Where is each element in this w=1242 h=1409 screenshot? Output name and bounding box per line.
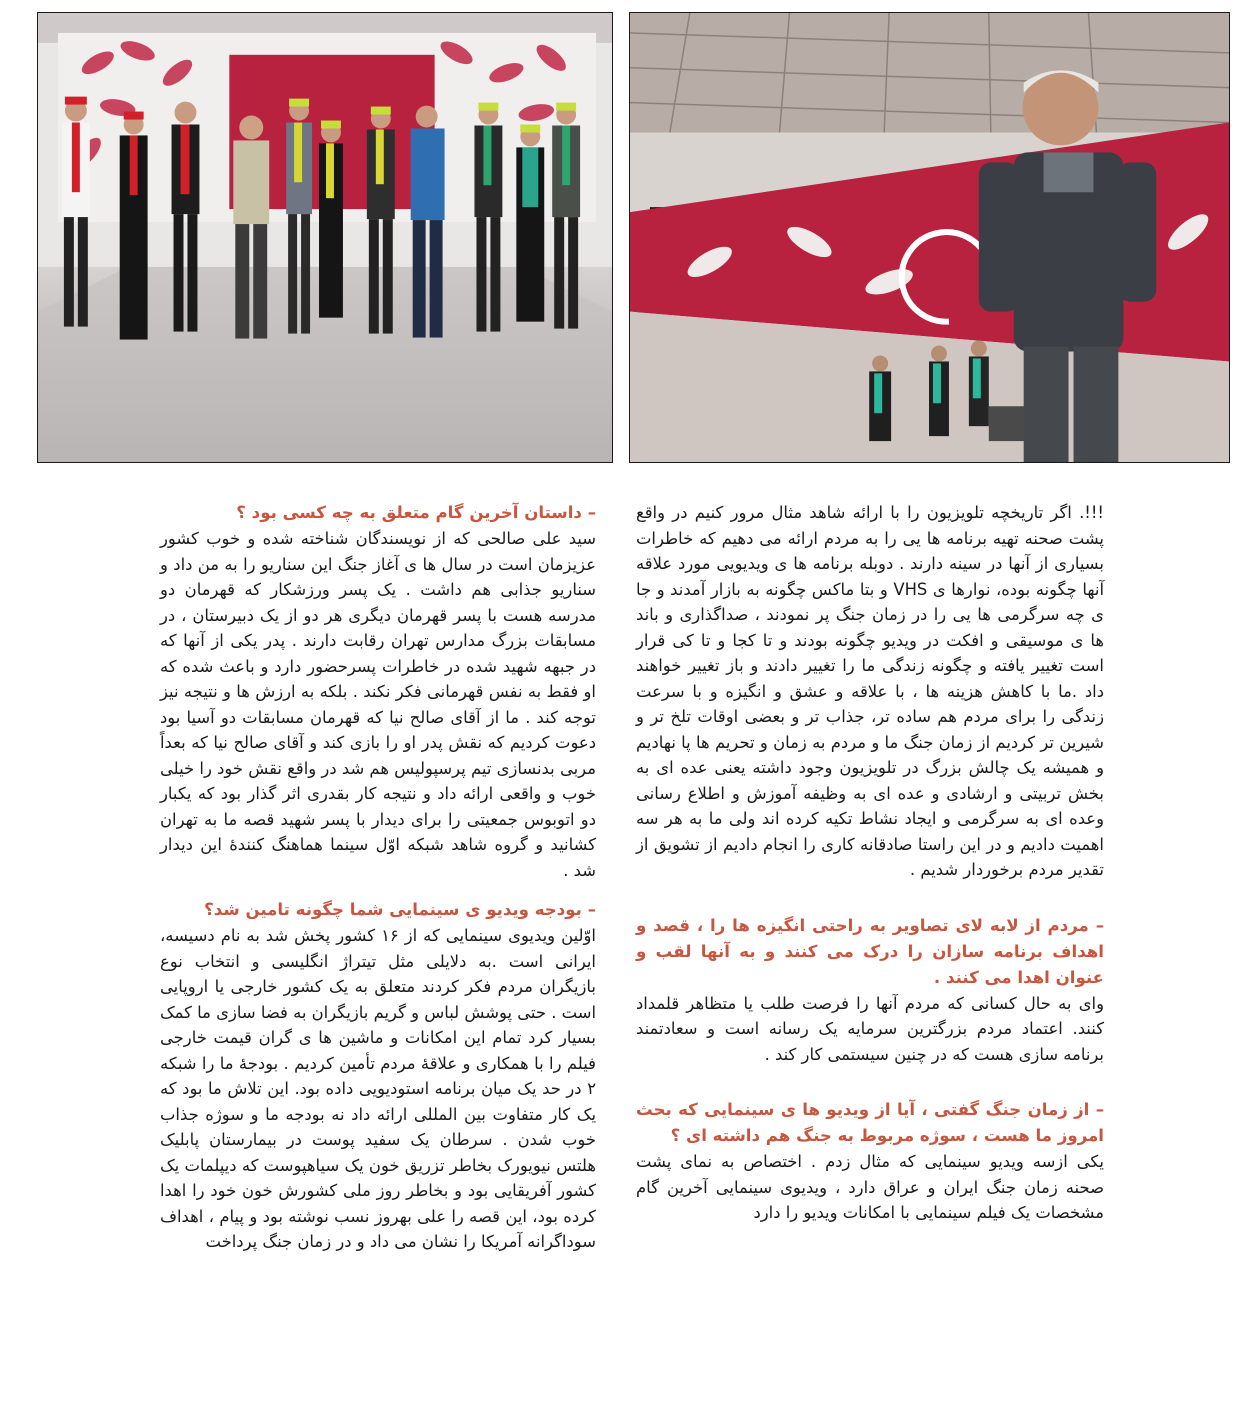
group-photo xyxy=(37,12,613,463)
studio-photo-icon xyxy=(630,13,1229,462)
answer-paragraph-budget: اوّلین ویدیوی سینمایی که از ۱۶ کشور پخش شد به نام دسیسه، ایرانی است .به دلایلی مثل تیتراژ انگلیسی و انتخاب نوع بازیگران مردم فکر کردند متعلق به یک کشور خارجی یا اروپایی است . حتی پوشش لباس و گریم بازیگران به فضا سازی ما کمک بسیار کرد تمام این امکانات و ماشین ها ی گران قیمت خارجی فیلم را با همکاری و علاقهٔ مردم تأمین کردیم . بودجهٔ ما را شبکه ۲ در حد یک میان برنامه استودیویی داده بود. این تلاش ما بود که یک کار متفاوت بین المللی ارائه داد نه بودجه ما و سوژه جذاب خوب شدن . سرطان یک سفید پوست در بیمارستان پابلیک هلتس نیویورک بخاطر تزریق خون یک سیاهپوست که دیپلمات یک کشور آفریقایی بود و بخاطر روز ملی کشورش خون خود را اهدا کرده بود، این قصه را علی بهروز نسب نوشته بود و پیام ، اهداف سوداگرانه آمریکا را نشان می داد و در زمان جنگ پرداخت xyxy=(160,926,596,1251)
answer-paragraph-story: سید علی صالحی که از نویسندگان شناخته شده و خوب کشور عزیزمان است در سال ها ی آغاز جنگ این سناریو را به من داد و سناریو جذابی هم داشت . یک پسر ورزشکار که قهرمان دو مدرسه هست با پسر قهرمان دیگری هر دو از یک دبیرستان ، در مسابقات بزرگ مدارس تهران رقابت دارند . پدر یکی از آنها که در جبهه شهید شده در خاطرات پسرحضور دارد و باعث شده که او فقط به نفس قهرمانی فکر نکند . بلکه به ارزش ها و نتیجه نیز توجه کند . ما از آقای صالح نیا که قهرمان مسابقات دو آسیا بود دعوت کردیم که نقش پدر او را بازی کند و آقای صالح نیا که بعداً مربی بدنسازی تیم پرسپولیس هم شد در واقع نقش خود را خیلی خوب و واقعی ارائه داد و نتیجه کار بقدری اثر گذار بود که یکبار دو اتوبوس جمعیتی را برای دیدار با پسر شهید قصه ما به تهران کشانید و گروه شاهد شبکه اوّل سینما هماهنگ کنندهٔ این دیدار شد . xyxy=(160,529,596,880)
answer-paragraph-trust: وای به حال کسانی که مردم آنها را فرصت طلب یا متظاهر قلمداد کنند. اعتماد مردم بزرگترین سرمایه یک رسانه است و سعادتمند برنامه سازی هست که در چنین سیستمی کار کند . xyxy=(636,993,1104,1064)
question-heading-story: – داستان آخرین گام متعلق به چه کسی بود ؟ xyxy=(236,503,596,522)
question-heading-motives: – مردم از لابه لای تصاویر به راحتی انگیزه ها را ، قصد و اهداف برنامه سازان را درک می کنند و به آنها لقب و عنوان اهدا می کنند . xyxy=(636,915,1104,987)
intro-paragraph: !!!. اگر تاریخچه تلویزیون را با ارائه شاهد مثال مرور کنیم در واقع پشت صحنه تهیه برنامه ها یی را به مردم ارائه می دهیم که خاطرات بسیاری از آنها در سینه دارند . دوبله برنامه ها ی ویدیویی مورد علاقه آنها چگونه بوده، نوارها ی VHS و بتا ماکس چگونه به بازار آمدند و جا ی چه سرگرمی ها یی را در زمان جنگ پر نمودند ، صداگذاری و باند ها ی موسیقی و افکت در ویدیو چگونه بودند و تا کجا و تا کی قرار است تغییر یافته و چگونه زندگی ما را تغییر دادند و باز تغییر خواهند داد .ما با کاهش هزینه ها ، با علاقه و عشق و انگیزه و با سرعت زندگی را برای مردم هم ساده تر، جذاب تر و بعضی اوقات تلخ تر و شیرین تر کردیم از زمان جنگ ما و مردم به زمان و تحریم ها پا نهادیم و همیشه یک چالش بزرگ در تلویزیون وجود داشته یعنی عده ای به بخش تربیتی و ارشادی و عده ای به وظیفه آموزش و اطلاع رسانی وعده ای به سرگرمی و ایجاد نشاط تکیه کرده اند ولی ما به هر سه اهمیت دادیم و در این راستا صادقانه کاری را انجام دادیم از تشویق از تقدیر مردم برخوردار شدیم . xyxy=(636,503,1104,879)
question-heading-budget: – بودجه ویدیو ی سینمایی شما چگونه تامین شد؟ xyxy=(204,900,596,919)
article-column-left xyxy=(160,500,596,1255)
article-column-right xyxy=(636,500,1104,1226)
question-heading-war-video: – از زمان جنگ گفتی ، آیا از ویدیو ها ی سینمایی که بحث امروز ما هست ، سوژه مربوط به جنگ هم داشته ای ؟ xyxy=(636,1100,1104,1145)
studio-photo xyxy=(629,12,1230,463)
answer-paragraph-war-video: یکی ازسه ویدیو سینمایی که مثال زدم . اختصاص به نمای پشت صحنه زمان جنگ ایران و عراق دارد ، ویدیوی سینمایی آخرین گام مشخصات یک فیلم سینمایی با امکانات ویدیو را دارد xyxy=(636,1152,1104,1222)
group-photo-icon xyxy=(38,13,612,462)
